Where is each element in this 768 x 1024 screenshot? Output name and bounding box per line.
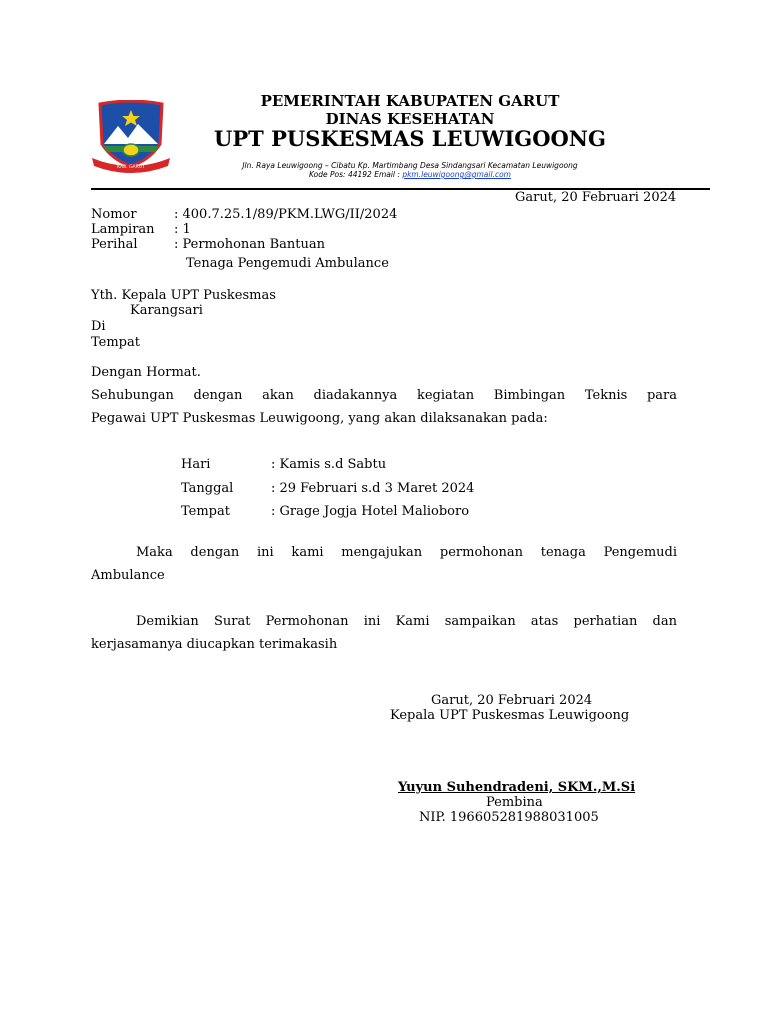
email-link[interactable]: pkm.leuwigoong@gmail.com (402, 170, 511, 179)
letterhead-contact (0, 170, 768, 179)
letterhead-gov: PEMERINTAH KABUPATEN GARUT (260, 92, 560, 110)
signatory-name: Yuyun Suhendradeni, SKM.,M.Si (398, 780, 636, 795)
letter-date: Garut, 20 Februari 2024 (515, 190, 677, 205)
signatory-nip: NIP. 196605281988031005 (419, 810, 599, 825)
paragraph-3-line-1: Demikian Surat Permohonan ini Kami sampaikan atas perhatian dan (136, 614, 677, 629)
recipient-tempat: Tempat (91, 335, 140, 350)
perihal-label: Perihal (91, 237, 138, 252)
paragraph-1-line-1: Sehubungan dengan akan diadakannya kegiatan Bimbingan Teknis para (91, 388, 677, 403)
postal-code-text: Kode Pos: 44192 Email : (309, 170, 403, 179)
greeting: Dengan Hormat. (91, 365, 201, 380)
lampiran-label: Lampiran (91, 222, 155, 237)
detail-value: : Kamis s.d Sabtu (271, 457, 387, 472)
recipient-place: Karangsari (130, 303, 203, 318)
paragraph-3-line-2: kerjasamanya diucapkan terimakasih (91, 637, 338, 652)
detail-value: : Grage Jogja Hotel Malioboro (271, 504, 470, 519)
paragraph-2-line-2: Ambulance (91, 568, 165, 583)
detail-label: Tanggal (181, 481, 234, 496)
perihal-value-cont: Tenaga Pengemudi Ambulance (186, 256, 389, 271)
lampiran-value: : 1 (174, 222, 191, 237)
signatory-rank: Pembina (486, 795, 543, 810)
paragraph-2-line-1: Maka dengan ini kami mengajukan permohonan tenaga Pengemudi (136, 545, 677, 560)
logo-banner-text: KAB. GARUT (117, 165, 145, 170)
signature-position: Kepala UPT Puskesmas Leuwigoong (390, 708, 630, 723)
nomor-value: : 400.7.25.1/89/PKM.LWG/II/2024 (174, 207, 398, 222)
paragraph-1-line-2: Pegawai UPT Puskesmas Leuwigoong, yang akan dilaksanakan pada: (91, 411, 548, 426)
signature-place-date: Garut, 20 Februari 2024 (431, 693, 593, 708)
letterhead-org: UPT PUSKESMAS LEUWIGOONG (214, 126, 606, 151)
nomor-label: Nomor (91, 207, 137, 222)
letterhead-dept: DINAS KESEHATAN (325, 110, 495, 128)
detail-label: Hari (181, 457, 211, 472)
letterhead-address: Jln. Raya Leuwigoong – Cibatu Kp. Martimbang Desa Sindangsari Kecamatan Leuwigoong (242, 161, 578, 170)
recipient-di: Di (91, 319, 106, 334)
perihal-value: : Permohonan Bantuan (174, 237, 325, 252)
detail-label: Tempat (181, 504, 230, 519)
recipient-line: Yth. Kepala UPT Puskesmas (91, 288, 276, 303)
detail-value: : 29 Februari s.d 3 Maret 2024 (271, 481, 475, 496)
